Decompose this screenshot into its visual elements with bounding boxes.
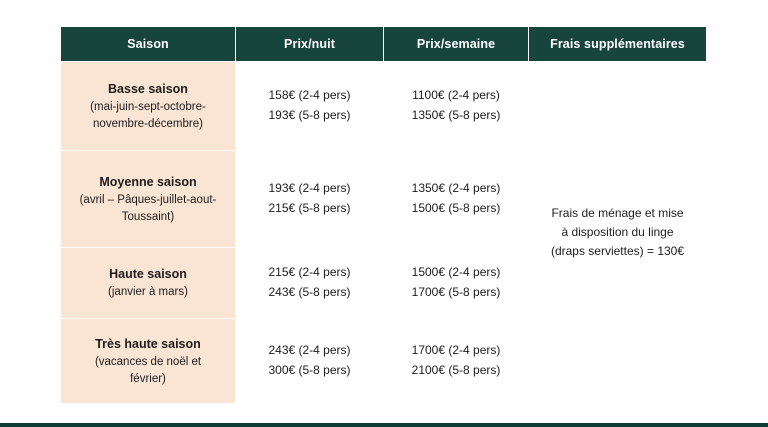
season-subtitle-line: (avril – Pâques-juillet-aout- bbox=[79, 193, 217, 206]
price-line: 1700€ (5-8 pers) bbox=[411, 285, 501, 299]
price-line: 1500€ (5-8 pers) bbox=[411, 201, 501, 215]
table-header-row bbox=[61, 27, 707, 62]
pricing-table-container bbox=[60, 26, 706, 404]
season-subtitle-line: (vacances de noël et bbox=[94, 355, 202, 368]
price-line: 243€ (5-8 pers) bbox=[268, 285, 351, 299]
price-night-cell bbox=[236, 248, 384, 319]
price-night-cell bbox=[236, 151, 384, 248]
column-header-extra-fees: Frais supplémentaires bbox=[529, 27, 707, 62]
season-title: Moyenne saison bbox=[99, 174, 197, 189]
price-week-cell bbox=[384, 319, 529, 404]
season-cell bbox=[61, 248, 236, 319]
bottom-divider bbox=[0, 423, 768, 427]
price-night-cell bbox=[236, 319, 384, 404]
price-line: 1100€ (2-4 pers) bbox=[412, 88, 500, 103]
price-line: 1500€ (2-4 pers) bbox=[411, 265, 501, 280]
column-header-season: Saison bbox=[61, 27, 236, 62]
price-line: 1350€ (2-4 pers) bbox=[411, 181, 501, 196]
season-subtitle-line: novembre-décembre) bbox=[93, 117, 203, 130]
price-night-cell bbox=[236, 62, 384, 151]
price-line: 2100€ (5-8 pers) bbox=[411, 363, 501, 377]
extra-fees-cell bbox=[529, 62, 707, 404]
price-line: 158€ (2-4 pers) bbox=[268, 88, 351, 103]
pricing-table bbox=[60, 26, 707, 404]
season-title: Haute saison bbox=[109, 267, 187, 282]
price-line: 243€ (2-4 pers) bbox=[268, 343, 351, 358]
price-week-cell bbox=[384, 151, 529, 248]
extra-fees-line: (draps serviettes) = 130€ bbox=[550, 244, 685, 259]
season-cell bbox=[61, 319, 236, 404]
season-subtitle-line: (janvier à mars) bbox=[108, 286, 188, 299]
price-line: 215€ (2-4 pers) bbox=[268, 265, 351, 280]
price-line: 193€ (2-4 pers) bbox=[268, 181, 351, 196]
price-line: 193€ (5-8 pers) bbox=[268, 108, 351, 122]
column-header-price-night: Prix/nuit bbox=[236, 27, 384, 62]
extra-fees-line: Frais de ménage et mise bbox=[551, 205, 684, 220]
price-week-cell bbox=[384, 248, 529, 319]
season-cell bbox=[61, 62, 236, 151]
season-title: Très haute saison bbox=[95, 336, 201, 351]
season-subtitle-line: Toussaint) bbox=[121, 210, 175, 223]
table-body bbox=[61, 62, 707, 404]
price-line: 215€ (5-8 pers) bbox=[268, 201, 351, 215]
season-subtitle-line: février) bbox=[130, 372, 166, 385]
column-header-price-week: Prix/semaine bbox=[384, 27, 529, 62]
price-line: 300€ (5-8 pers) bbox=[268, 363, 351, 377]
table-header bbox=[61, 27, 707, 62]
table-row bbox=[61, 62, 707, 151]
season-cell bbox=[61, 151, 236, 248]
season-title: Basse saison bbox=[108, 81, 188, 96]
price-week-cell bbox=[384, 62, 529, 151]
price-line: 1700€ (2-4 pers) bbox=[411, 343, 501, 358]
extra-fees-line: à disposition du linge bbox=[561, 224, 674, 239]
price-line: 1350€ (5-8 pers) bbox=[411, 108, 501, 122]
season-subtitle-line: (mai-juin-sept-octobre- bbox=[90, 100, 206, 113]
